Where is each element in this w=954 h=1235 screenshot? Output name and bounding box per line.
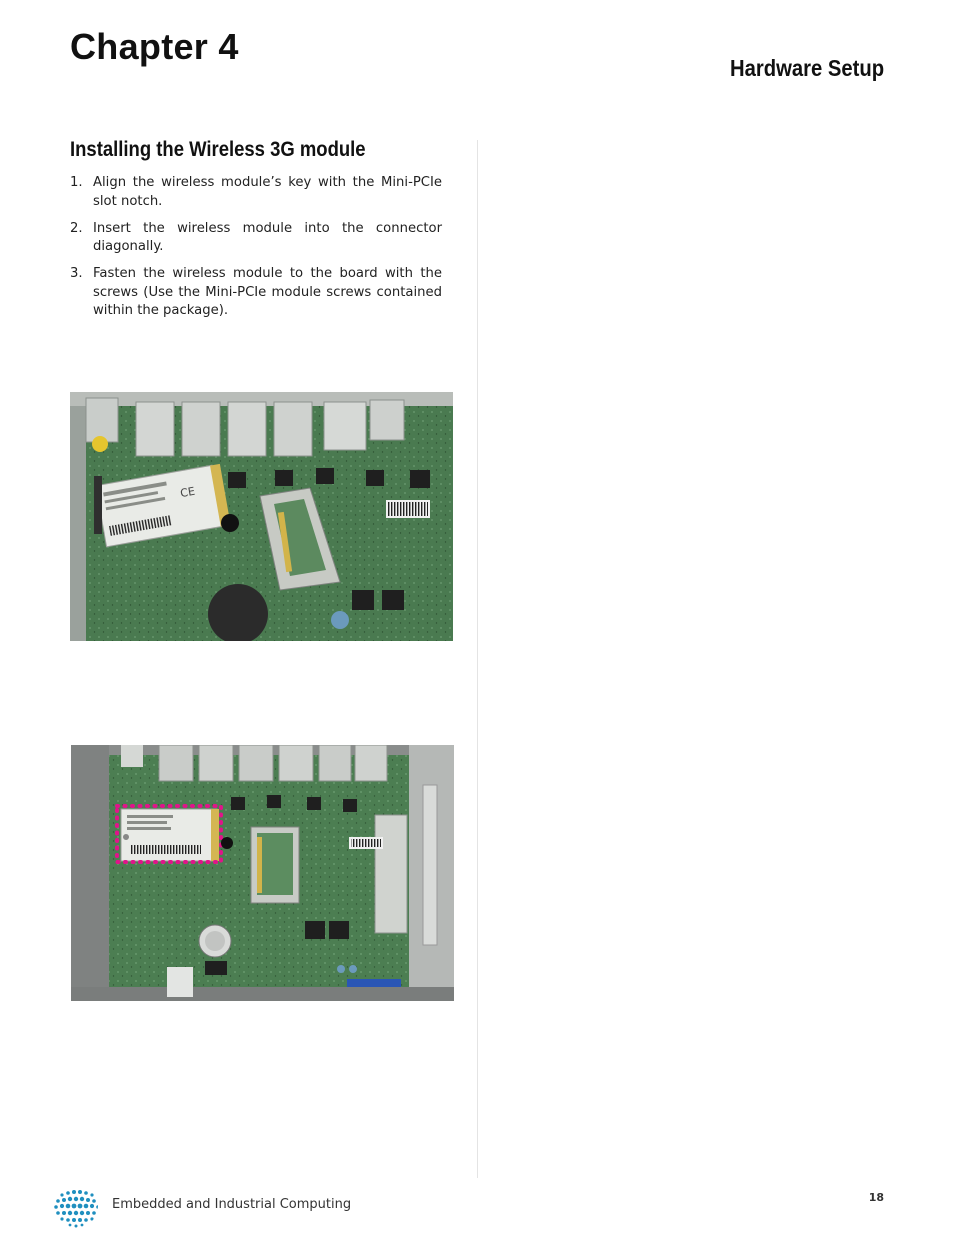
step-item — [70, 174, 442, 211]
footer-tagline: Embedded and Industrial Computing — [112, 1197, 352, 1212]
photo-module-fastened — [71, 745, 454, 1001]
step-number: 3. — [70, 266, 83, 281]
step-item — [70, 265, 442, 321]
section-title: Installing the Wireless 3G module — [70, 138, 366, 161]
motherboard-photo-illustration — [71, 745, 454, 1001]
installation-steps — [70, 174, 442, 329]
step-text: Align the wireless module’s key with the Mini-PCIe slot notch. — [93, 175, 442, 209]
step-number: 1. — [70, 175, 83, 190]
page-number: 18 — [868, 1191, 884, 1204]
svg-text:CE: CE — [179, 484, 196, 501]
chapter-title: Chapter 4 — [70, 26, 239, 67]
motherboard-photo-illustration — [70, 392, 453, 641]
step-number: 2. — [70, 220, 83, 236]
step-text: Fasten the wireless module to the board with the screws (Use the Mini-PCIe module screws contained within the package). — [93, 266, 442, 318]
step-text: Insert the wireless module into the connector diagonally. — [93, 220, 442, 254]
column-divider — [477, 140, 478, 1178]
globe-logo-icon — [48, 1183, 104, 1229]
photo-module-insertion — [70, 392, 453, 641]
section-header: Hardware Setup — [729, 55, 884, 81]
step-item — [70, 220, 442, 257]
